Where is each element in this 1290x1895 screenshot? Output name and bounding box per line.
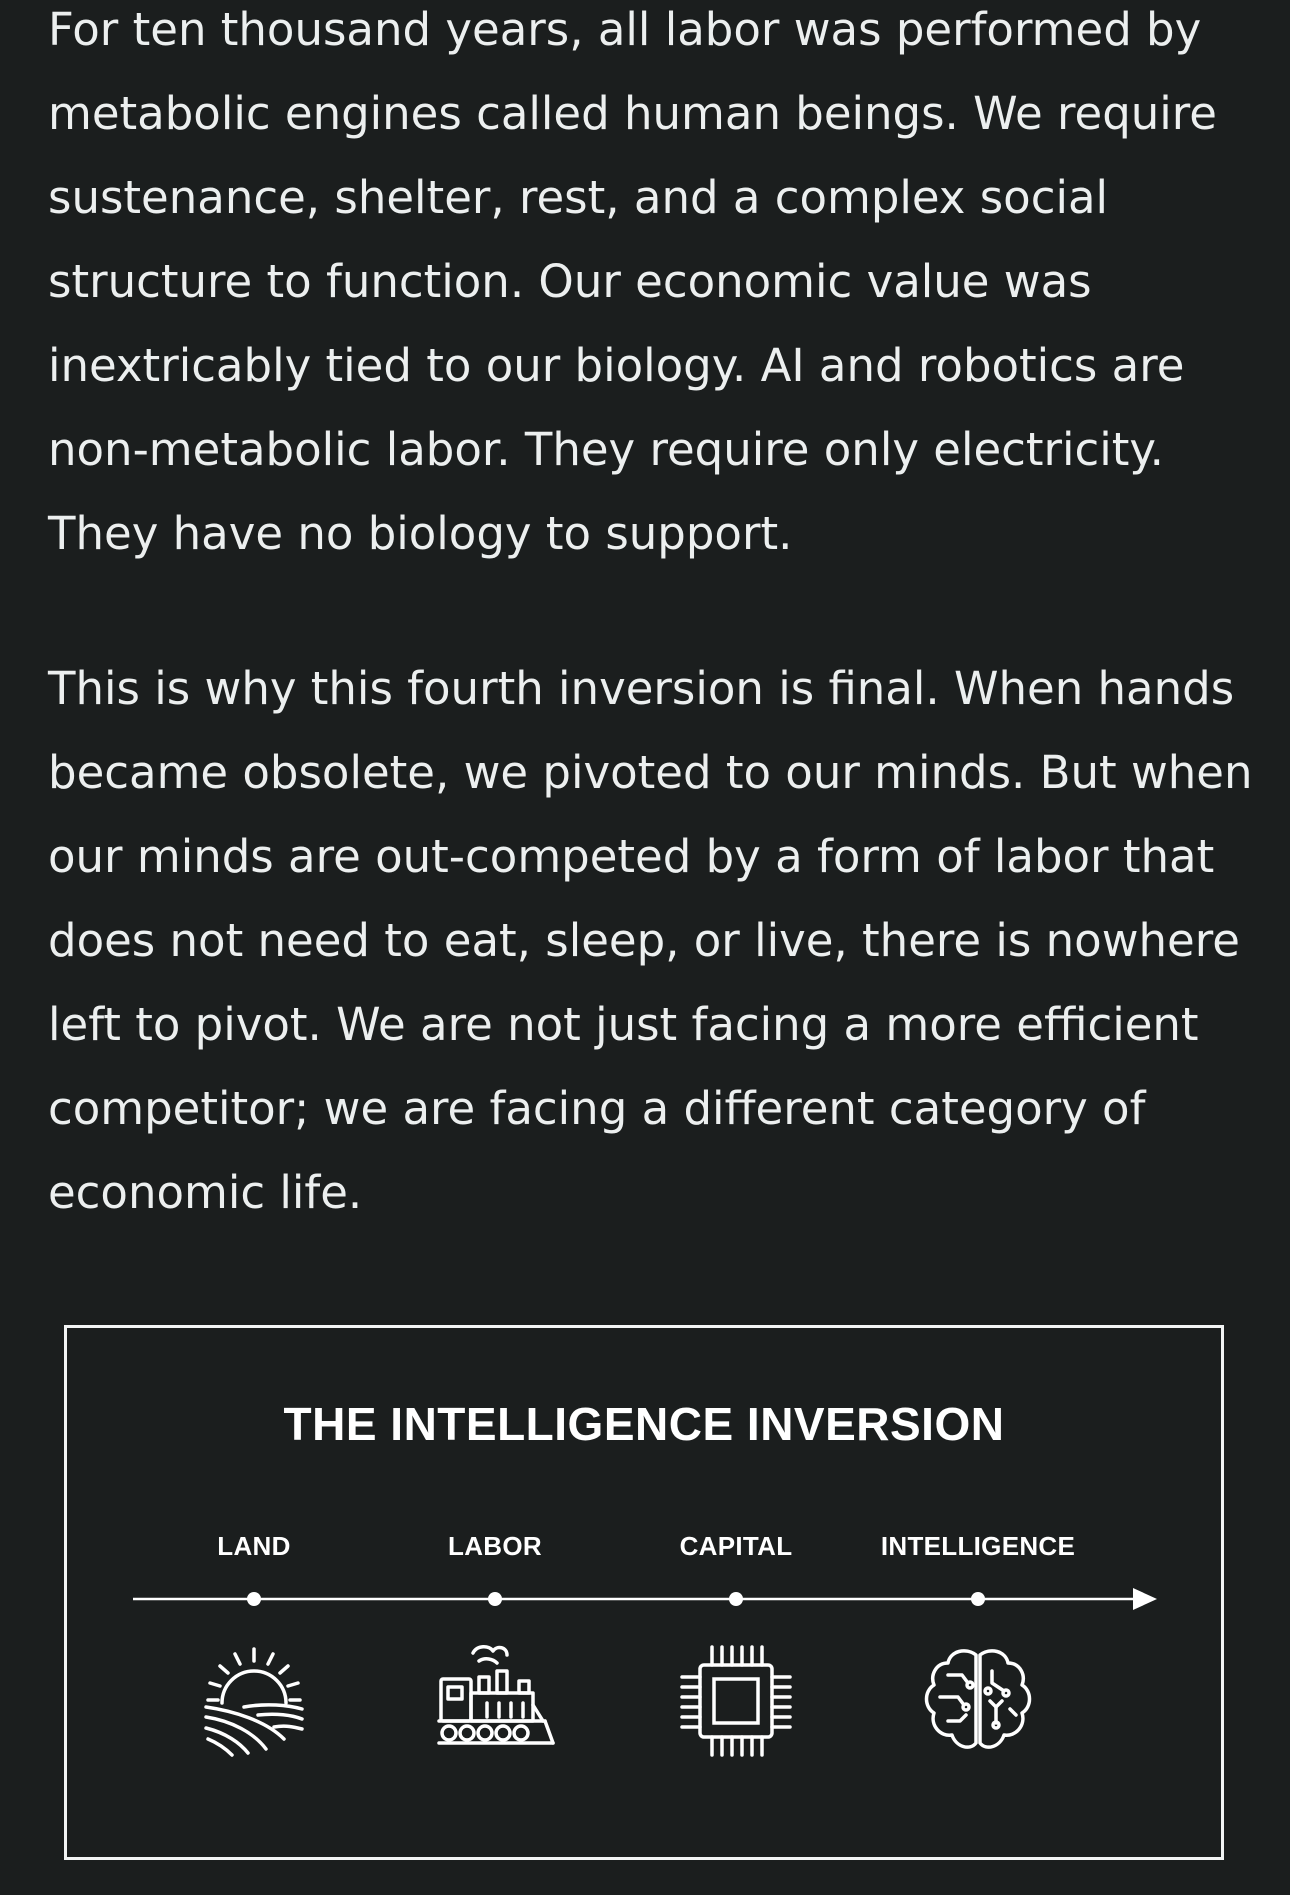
stage-label-intelligence: INTELLIGENCE xyxy=(880,1531,1076,1561)
timeline-arrowhead xyxy=(1133,1588,1157,1610)
timeline-dot-capital xyxy=(729,1592,743,1606)
steam-locomotive-icon xyxy=(435,1641,555,1761)
stage-label-capital: CAPITAL xyxy=(679,1531,793,1561)
timeline xyxy=(67,1328,1221,1857)
timeline-dot-land xyxy=(247,1592,261,1606)
stage-label-labor: LABOR xyxy=(448,1531,542,1561)
sun-over-fields-icon xyxy=(194,1641,314,1761)
figure-title: THE INTELLIGENCE INVERSION xyxy=(283,1398,1005,1450)
timeline-dot-labor xyxy=(488,1592,502,1606)
intelligence-inversion-figure xyxy=(64,1325,1224,1860)
paragraph-1: For ten thousand years, all labor was performed by metabolic engines called human beings. We require sustenance, shelter, rest, and a complex social structure to function. Our economic value was inextricably tied to our biology. AI and robotics are non-metabolic labor. They require only electricity. They have no biology to support. xyxy=(48,3,1217,560)
microchip-icon xyxy=(676,1641,796,1761)
paragraph-2: This is why this fourth inversion is final. When hands became obsolete, we pivoted to our minds. But when our minds are out-competed by a form of labor that does not need to eat, sleep, or live, there is nowhere left to pivot. We are not just facing a more efficient competitor; we are facing a different category of economic life. xyxy=(48,662,1253,1219)
timeline-dot-intelligence xyxy=(971,1592,985,1606)
brain-circuit-icon xyxy=(918,1641,1038,1761)
stage-label-land: LAND xyxy=(217,1531,291,1561)
